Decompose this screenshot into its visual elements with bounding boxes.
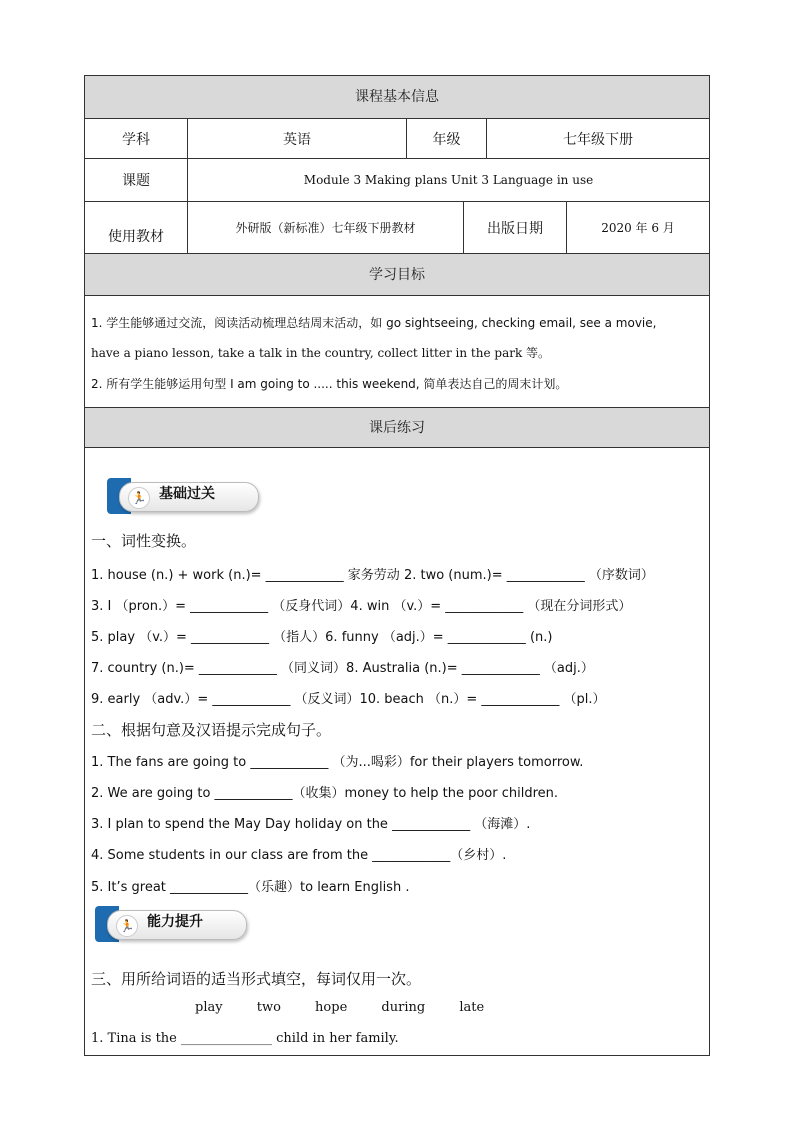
textbook-row: [85, 202, 709, 254]
word-bank: [195, 1000, 514, 1015]
badge-basic-label: 基础过关: [159, 486, 215, 502]
part2-line-4: 4. Some students in our class are from the ____________（乡村）.: [91, 848, 507, 863]
grade-label: 年级: [407, 119, 487, 158]
part2-title: 二、根据句意及汉语提示完成句子。: [91, 721, 332, 739]
textbook-value: 外研版（新标准）七年级下册教材: [188, 202, 464, 253]
part2-line-5: 5. It’s great ____________（乐趣）to learn English .: [91, 880, 410, 895]
topic-label: 课题: [85, 159, 188, 201]
part1-title: 一、词性变换。: [91, 532, 197, 550]
word-bank-item: hope: [315, 1000, 348, 1015]
part1-line-4: 7. country (n.)= ____________ （同义词）8. Australia (n.)= ____________ （adj.）: [91, 661, 594, 676]
word-bank-item: late: [459, 1000, 485, 1015]
exercises-title: 课后练习: [369, 420, 425, 436]
part1-line-2: 3. I （pron.）= ____________ （反身代词）4. win （v.）= ____________ （现在分词形式）: [91, 599, 632, 614]
subject-value: 英语: [188, 119, 407, 158]
badge-advanced-label: 能力提升: [147, 914, 203, 930]
part1-line-3: 5. play （v.）= ____________ （指人）6. funny （adj.）= ____________ (n.): [91, 630, 553, 645]
part3-line-1: 1. Tina is the ______________ child in her family.: [91, 1031, 399, 1046]
word-bank-item: play: [195, 1000, 223, 1015]
part1-line-5: 9. early （adv.）= ____________ （反义词）10. beach （n.）= ____________ （pl.）: [91, 692, 606, 707]
part1-line-1: 1. house (n.) + work (n.)= ____________ 家务劳动 2. two (num.)= ____________ （序数词）: [91, 568, 654, 583]
course-info-header: [85, 76, 709, 119]
word-bank-item: two: [256, 1000, 281, 1015]
part3-title: 三、用所给词语的适当形式填空，每词仅用一次。: [91, 970, 422, 988]
objective-line-3: 2. 所有学生能够运用句型 I am going to ..... this weekend, 简单表达自己的周末计划。: [91, 377, 568, 391]
part2-line-2: 2. We are going to ____________（收集）money to help the poor children.: [91, 786, 559, 801]
objective-line-1: 1. 学生能够通过交流，阅读活动梳理总结周末活动，如 go sightseeing, checking email, see a movie,: [91, 316, 657, 330]
exercises-header: [85, 408, 709, 448]
part2-line-3: 3. I plan to spend the May Day holiday on the ____________ （海滩）.: [91, 817, 531, 832]
textbook-label: 使用教材: [85, 202, 188, 253]
runner-icon: 🏃: [128, 487, 150, 509]
worksheet-table: [84, 75, 710, 1056]
objective-line-2: have a piano lesson, take a talk in the country, collect litter in the park 等。: [91, 346, 551, 360]
grade-value: 七年级下册: [563, 131, 633, 148]
badge-advanced: [95, 906, 255, 942]
topic-value: Module 3 Making plans Unit 3 Language in use: [303, 173, 594, 187]
objectives-body: [85, 296, 709, 408]
part2-line-1: 1. The fans are going to ____________ （为...喝彩）for their players tomorrow.: [91, 755, 584, 770]
word-bank-item: during: [381, 1000, 426, 1015]
runner-icon: 🏃: [116, 915, 138, 937]
objectives-header: [85, 254, 709, 296]
pubdate-label: 出版日期: [464, 202, 567, 253]
objectives-title: 学习目标: [369, 267, 425, 283]
subject-row: [85, 119, 709, 159]
pubdate-value: 2020 年 6 月: [601, 221, 675, 235]
subject-label: 学科: [85, 119, 188, 158]
topic-row: [85, 159, 709, 202]
course-info-title: 课程基本信息: [355, 89, 439, 105]
badge-basic: [107, 478, 267, 514]
